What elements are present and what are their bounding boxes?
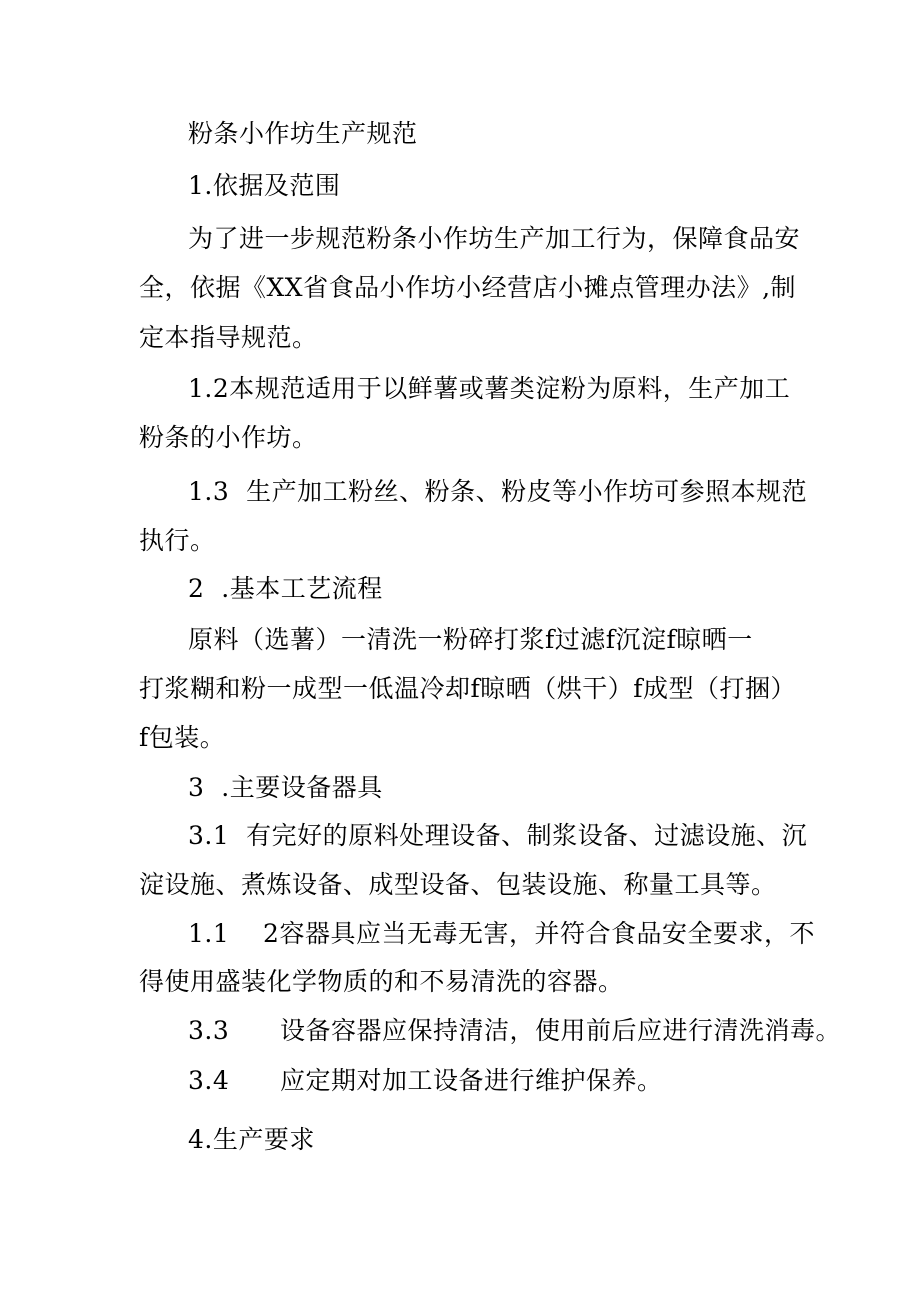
section2-paragraph1-line2: 打浆糊和粉一成型一低温冷却f晾晒（烘干）f成型（打捆）	[139, 674, 797, 703]
document-title: 粉条小作坊生产规范	[188, 119, 418, 148]
section1-paragraph3-line1: 1.3 生产加工粉丝、粉条、粉皮等小作坊可参照本规范	[188, 477, 808, 506]
section1-paragraph1-line2: 全，依据《XX省食品小作坊小经营店小摊点管理办法》,制	[139, 273, 797, 302]
section2-paragraph1-line3: f包装。	[139, 723, 226, 752]
section3-heading: 3 .主要设备器具	[188, 773, 383, 802]
section1-paragraph1-line1: 为了进一步规范粉条小作坊生产加工行为，保障食品安	[188, 224, 801, 253]
section1-paragraph2-line1: 1.2本规范适用于以鲜薯或薯类淀粉为原料，生产加工	[188, 374, 791, 403]
section1-paragraph2-line2: 粉条的小作坊。	[139, 423, 318, 452]
section3-paragraph3-line1: 3.3 设备容器应保持清洁，使用前后应进行清洗消毒。	[188, 1016, 841, 1045]
section2-paragraph1-line1: 原料（选薯）一清洗一粉碎打浆f过滤f沉淀f晾晒一	[188, 625, 753, 654]
section3-paragraph4-line1: 3.4 应定期对加工设备进行维护保养。	[188, 1066, 663, 1095]
section3-paragraph2-line2: 得使用盛装化学物质的和不易清洗的容器。	[139, 967, 624, 996]
section3-paragraph1-line2: 淀设施、煮炼设备、成型设备、包装设施、称量工具等。	[139, 870, 777, 899]
section2-heading: 2 .基本工艺流程	[188, 574, 383, 603]
section3-paragraph1-line1: 3.1 有完好的原料处理设备、制浆设备、过滤设施、沉	[188, 821, 808, 850]
section3-paragraph2-line1: 1.1 2容器具应当无毒无害，并符合食品安全要求，不	[188, 919, 815, 948]
section1-heading: 1.依据及范围	[188, 171, 341, 200]
section4-heading: 4.生产要求	[188, 1125, 315, 1154]
section1-paragraph1-line3: 定本指导规范。	[139, 323, 318, 352]
section1-paragraph3-line2: 执行。	[139, 526, 216, 555]
